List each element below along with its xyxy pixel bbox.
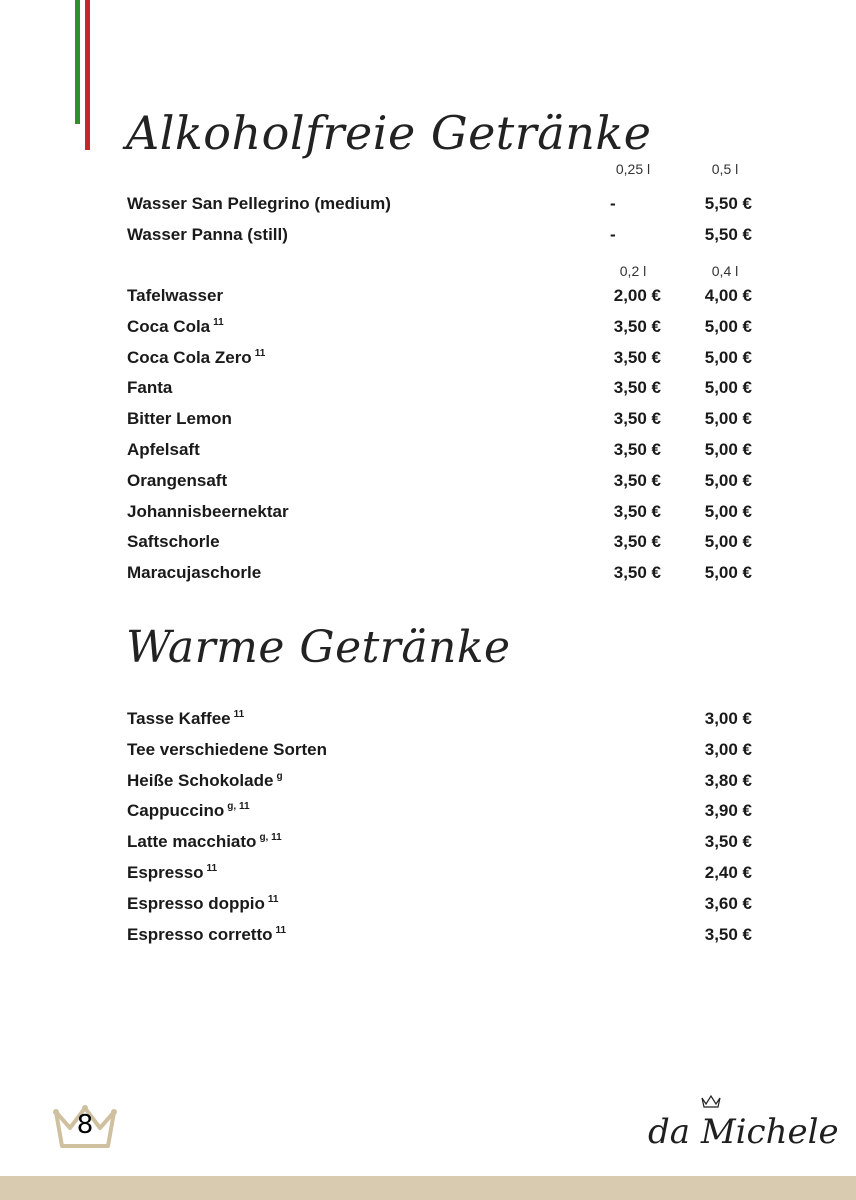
item-name: Coca Cola Zero $^{11}$ [127,347,266,367]
allergen-note: g [276,770,283,782]
logo-crown-icon [700,1094,722,1108]
menu-row [127,771,757,795]
item-price: 3,00 € [704,739,752,759]
size-header-025: 0,25 l [615,161,651,177]
menu-row [127,409,757,433]
item-price-small: 3,50 € [613,501,661,521]
item-price-small: - [610,225,616,244]
item-price-small: 3,50 € [613,378,661,398]
item-price-large: 5,50 € [704,194,752,213]
footer-bar [0,1176,856,1200]
item-name: Tee verschiedene Sorten [127,739,327,759]
menu-row [127,709,757,733]
item-name: Fanta [127,378,173,398]
item-price-small: 3,50 € [613,316,661,336]
item-price: 2,40 € [704,863,752,882]
size-header-04: 0,4 l [711,263,739,279]
allergen-note: 11 [275,924,287,936]
item-name: Coca Cola $^{11}$ [127,316,224,336]
menu-row [127,894,757,918]
item-price-small: - [610,194,616,213]
item-name: Espresso $^{11}$ [127,863,218,882]
menu-row [127,740,757,764]
page-number-badge [52,1102,118,1150]
item-price-small: 3,50 € [613,409,661,429]
menu-row [127,925,757,949]
menu-row [127,502,757,526]
restaurant-logo [640,1092,839,1172]
item-price: 3,50 € [704,924,752,944]
item-name: Espresso doppio $^{11}$ [127,893,279,913]
item-price-large: 5,00 € [704,347,752,367]
item-price-large: 5,00 € [704,316,752,336]
section-title-alkoholfreie: Alkoholfreie Getränke [126,106,652,160]
item-price-small: 3,50 € [613,347,661,367]
item-price-large: 5,50 € [704,225,752,244]
menu-row [127,194,757,218]
item-price: 3,60 € [704,893,752,913]
item-price-small: 3,50 € [613,563,661,583]
item-price-large: 5,00 € [704,440,752,459]
item-price: 3,90 € [704,801,752,821]
allergen-note: 11 [254,347,266,359]
allergen-note: 11 [206,863,218,874]
menu-row [127,348,757,372]
menu-row [127,440,757,464]
item-name: Espresso corretto $^{11}$ [127,924,287,944]
item-name: Apfelsaft [127,440,200,459]
item-price-large: 5,00 € [704,563,752,583]
size-header-02: 0,2 l [619,263,647,279]
menu-row [127,832,757,856]
item-price-large: 5,00 € [704,378,752,398]
size-header-05: 0,5 l [711,161,739,177]
item-price-large: 5,00 € [704,470,752,490]
item-price: 3,80 € [704,770,752,790]
menu-row [127,225,757,249]
allergen-note: g, 11 [259,832,282,844]
section-title-warme: Warme Getränke [126,622,511,673]
page-number: 8 [76,1110,94,1140]
item-name: Tafelwasser [127,286,224,305]
item-price-large: 5,00 € [704,501,752,521]
menu-row [127,563,757,587]
item-price-small: 3,50 € [613,440,661,459]
item-name: Wasser San Pellegrino (medium) [127,194,391,213]
logo-text: da Michele [648,1112,839,1152]
menu-row [127,863,757,887]
item-name: Latte macchiato $^{g, 11}$ [127,832,282,852]
menu-row [127,532,757,556]
menu-row [127,801,757,825]
item-name: Bitter Lemon [127,409,232,429]
item-price-large: 5,00 € [704,532,752,552]
menu-row [127,286,757,310]
item-price-small: 3,50 € [613,470,661,490]
allergen-note: g, 11 [227,801,250,813]
item-name: Wasser Panna (still) [127,225,288,244]
allergen-note: 11 [233,709,245,720]
menu-row [127,471,757,495]
item-name: Orangensaft [127,470,228,490]
item-price-small: 3,50 € [613,532,661,552]
item-name: Tasse Kaffee $^{11}$ [127,709,245,728]
item-price-large: 5,00 € [704,409,752,429]
item-name: Heiße Schokolade $^g$ [127,770,283,790]
item-name: Johannisbeernektar [127,501,289,521]
item-name: Cappuccino $^{g, 11}$ [127,801,250,821]
menu-row [127,317,757,341]
menu-row [127,378,757,402]
item-price-large: 4,00 € [704,286,752,305]
item-price-small: 2,00 € [613,286,661,305]
flag-stripe-red [85,0,90,150]
item-price: 3,50 € [704,832,752,852]
item-name: Saftschorle [127,532,220,552]
item-price: 3,00 € [704,709,752,728]
item-name: Maracujaschorle [127,563,262,583]
allergen-note: 11 [267,893,279,905]
allergen-note: 11 [213,316,224,328]
